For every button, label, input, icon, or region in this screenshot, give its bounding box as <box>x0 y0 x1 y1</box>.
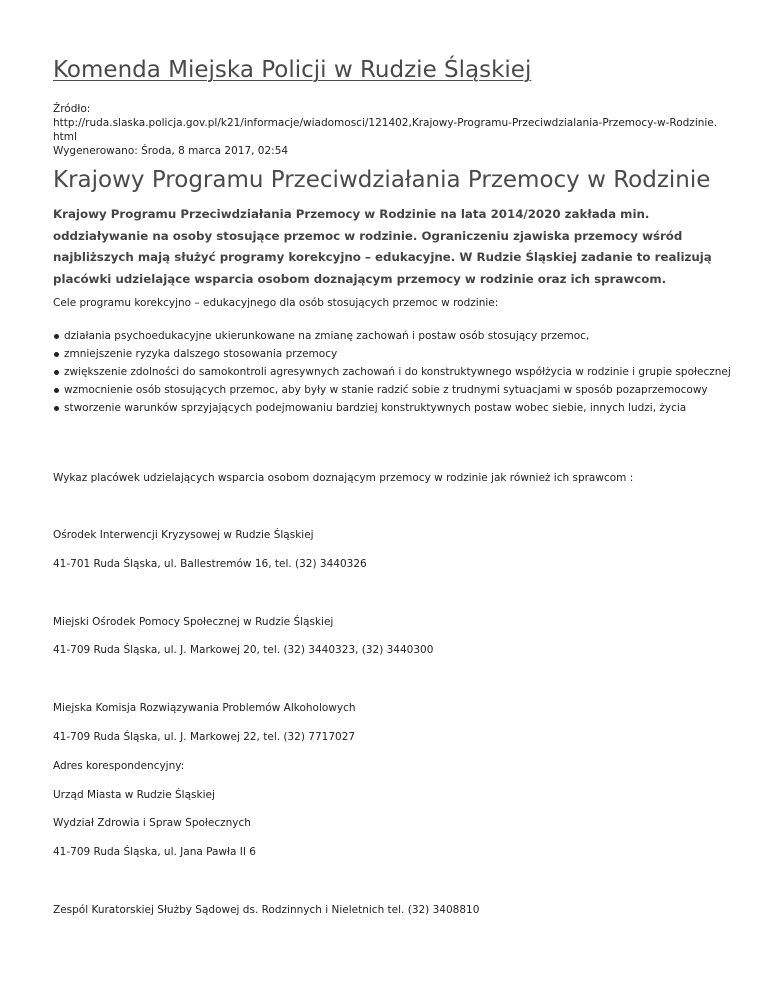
goals-list <box>53 327 744 417</box>
facilities-intro: Wykaz placówek udzielających wsparcia osobom doznającym przemocy w rodzinie jak również ich sprawcom : <box>53 472 634 484</box>
list-item: działania psychoedukacyjne ukierunkowane na zmianę zachowań i postaw osób stosujący przemoc, <box>64 327 744 345</box>
source-url[interactable]: http://ruda.slaska.policja.gov.pl/k21/informacje/wiadomosci/121402,Krajowy-Programu-Przeciwdzialania-Przemocy-w-Rodzinie.html <box>53 117 718 143</box>
facility-name: Ośrodek Interwencji Kryzysowej w Rudzie Śląskiej <box>53 529 314 541</box>
facility-name: Zespól Kuratorskiej Służby Sądowej ds. Rodzinnych i Nieletnich tel. (32) 3408810 <box>53 904 480 916</box>
generated-timestamp: Wygenerowano: Środa, 8 marca 2017, 02:54 <box>53 145 289 157</box>
list-item: wzmocnienie osób stosujących przemoc, aby były w stanie radzić sobie z trudnymi sytuacjami w sposób pozaprzemocowy <box>64 381 744 399</box>
goals-intro: Cele programu korekcyjno – edukacyjnego dla osób stosujących przemoc w rodzinie: <box>53 297 499 309</box>
article-lead: Krajowy Programu Przeciwdziałania Przemocy w Rodzinie na lata 2014/2020 zakłada min. oddziaływanie na osoby stosujące przemoc w rodzinie. Ograniczeniu zjawiska przemocy wśród najbliższych mają służyć programy korekcyjno – edukacyjne. W Rudzie Śląskiej zadanie to realizują placówki udzielające wsparcia osobom doznającym przemocy w rodzinie oraz ich sprawcom. <box>53 207 712 286</box>
facility-address: 41-709 Ruda Śląska, ul. J. Markowej 22, tel. (32) 7717027 <box>53 731 356 743</box>
facility-address: 41-709 Ruda Śląska, ul. J. Markowej 20, tel. (32) 3440323, (32) 3440300 <box>53 644 434 656</box>
correspondence-department: Wydział Zdrowia i Spraw Społecznych <box>53 817 251 829</box>
list-item: zmniejszenie ryzyka dalszego stosowania przemocy <box>64 345 744 363</box>
correspondence-address: 41-709 Ruda Śląska, ul. Jana Pawła II 6 <box>53 846 256 858</box>
facility-name: Miejski Ośrodek Pomocy Społecznej w Rudzie Śląskiej <box>53 616 334 628</box>
facility-address: 41-701 Ruda Śląska, ul. Ballestremów 16, tel. (32) 3440326 <box>53 558 367 570</box>
site-title[interactable]: Komenda Miejska Policji w Rudzie Śląskiej <box>53 57 532 83</box>
source-info <box>53 102 719 158</box>
facility-name: Miejska Komisja Rozwiązywania Problemów Alkoholowych <box>53 702 356 714</box>
list-item: stworzenie warunków sprzyjających podejmowaniu bardziej konstruktywnych postaw wobec siebie, innych ludzi, życia <box>64 399 744 417</box>
correspondence-label: Adres korespondencyjny: <box>53 760 185 772</box>
correspondence-office: Urząd Miasta w Rudzie Śląskiej <box>53 789 215 801</box>
article-title: Krajowy Programu Przeciwdziałania Przemocy w Rodzinie <box>53 167 711 193</box>
list-item: zwiększenie zdolności do samokontroli agresywnych zachowań i do konstruktywnego współżycia w rodzinie i grupie społecznej <box>64 363 744 381</box>
source-label: Źródło: <box>53 103 91 115</box>
